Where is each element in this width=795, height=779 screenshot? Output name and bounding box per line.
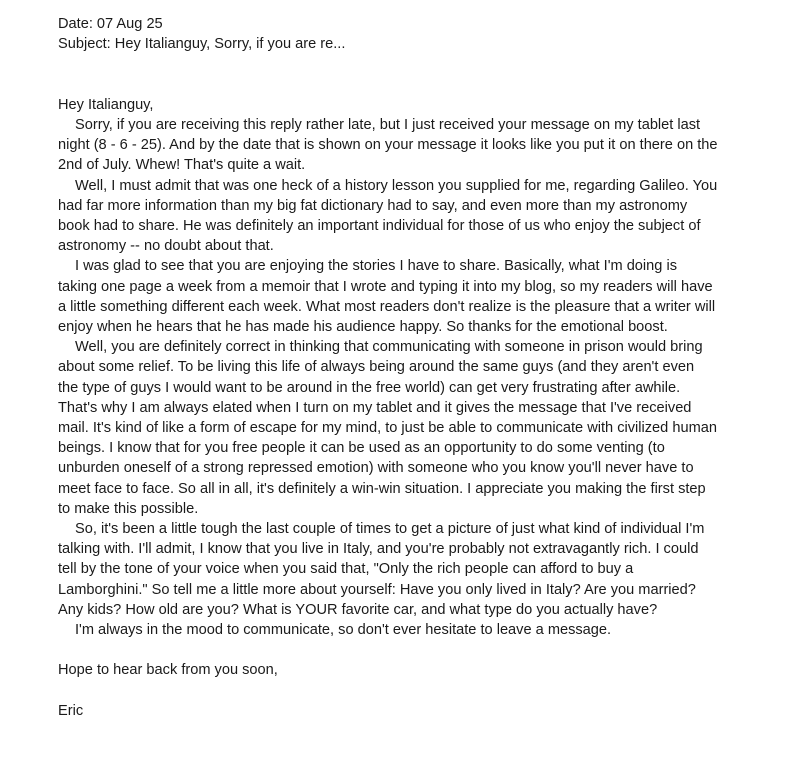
spacer [58, 681, 718, 701]
spacer [58, 640, 718, 660]
body-paragraph: So, it's been a little tough the last couple of times to get a picture of just what kind of individual I'm talking with. I'll admit, I know that you live in Italy, and you're probably not extravagantly rich. I could tell by the tone of your voice when you said that, "Only the rich people can afford to buy a Lamborghini." So tell me a little more about yourself: Have you only lived in Italy? Are you married? Any kids? How old are you? What is YOUR favorite car, and what type do you actually have? [58, 521, 705, 618]
body-paragraph: I'm always in the mood to communicate, so don't ever hesitate to leave a message. [75, 622, 612, 639]
body-paragraph: Well, you are definitely correct in thinking that communicating with someone in prison would bring about some relief. To be living this life of always being around the same guys (and they aren't even the type of guys I would want to be around in the free world) can get very frustrating after awhile. That's why I am always elated when I turn on my tablet and it gives the message that I've received mail. It's kind of like a form of escape for my mind, to just be able to communicate with civilized human beings. I know that for you free people it can be used as an opportunity to do some venting (to unburden oneself of a strong repressed emotion) with someone who you know you'll never have to meet face to face. So all in all, it's definitely a win-win situation. I appreciate you making the first step to make this possible. [58, 339, 717, 517]
body-paragraph: I was glad to see that you are enjoying the stories I have to share. Basically, what I'm doing is taking one page a week from a memoir that I wrote and typing it into my blog, so my readers will have a little something different each week. What most readers don't realize is the pleasure that a writer will enjoy when he hears that he has made his audience happy. So thanks for the emotional boost. [58, 258, 716, 336]
date-line: Date: 07 Aug 25 [58, 16, 163, 32]
signature: Eric [58, 702, 84, 719]
subject-line: Subject: Hey Italianguy, Sorry, if you are re... [58, 36, 346, 53]
closing-line: Hope to hear back from you soon, [58, 662, 278, 679]
letter [58, 14, 718, 721]
spacer [58, 54, 718, 94]
body-paragraph: Sorry, if you are receiving this reply rather late, but I just received your message on my tablet last night (8 - 6 - 25). And by the date that is shown on your message it looks like you put it on there on the 2nd of July. Whew! That's quite a wait. [58, 117, 718, 174]
greeting: Hey Italianguy, [58, 96, 154, 113]
body-paragraph: Well, I must admit that was one heck of a history lesson you supplied for me, regarding Galileo. You had far more information than my big fat dictionary had to say, and even more than my astronomy book had to share. He was definitely an important individual for those of us who enjoy the subject of astronomy -- no doubt about that. [58, 177, 718, 255]
